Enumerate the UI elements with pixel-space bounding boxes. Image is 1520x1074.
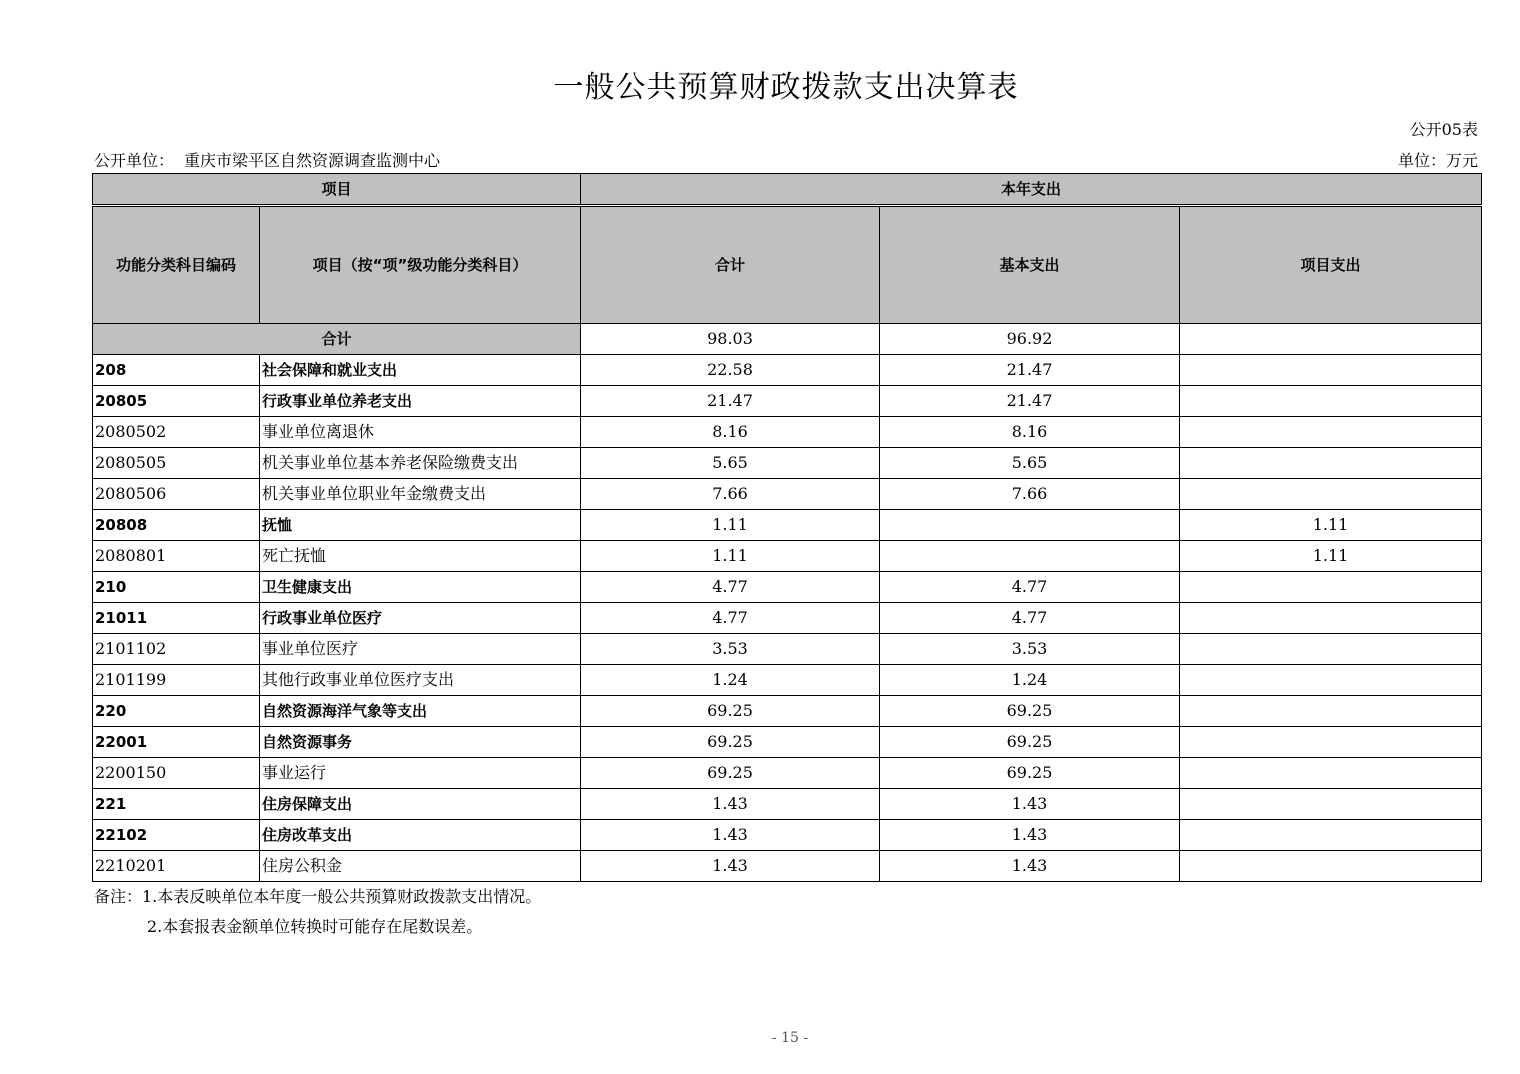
row-code: 21011	[93, 603, 260, 634]
row-total: 1.43	[581, 789, 880, 820]
row-name: 事业运行	[260, 758, 581, 789]
row-basic: 1.24	[880, 665, 1180, 696]
row-name: 抚恤	[260, 510, 581, 541]
table-row	[93, 789, 1482, 820]
notes	[94, 882, 541, 942]
header-name: 项目（按“项”级功能分类科目）	[260, 206, 581, 324]
row-basic: 69.25	[880, 758, 1180, 789]
row-project	[1180, 727, 1482, 758]
table-row	[93, 665, 1482, 696]
row-project	[1180, 572, 1482, 603]
row-total: 22.58	[581, 355, 880, 386]
total-row	[93, 324, 1482, 355]
unit-label: 公开单位：	[94, 151, 175, 170]
currency-unit: 单位：万元	[1397, 151, 1478, 170]
row-basic: 7.66	[880, 479, 1180, 510]
table-body	[93, 355, 1482, 882]
page-number: - 15 -	[771, 1030, 809, 1046]
table-row	[93, 851, 1482, 882]
row-project: 1.11	[1180, 510, 1482, 541]
total-project	[1180, 324, 1482, 355]
header-item: 项目	[93, 174, 581, 206]
row-basic: 1.43	[880, 789, 1180, 820]
header-code: 功能分类科目编码	[93, 206, 260, 324]
header-basic: 基本支出	[880, 206, 1180, 324]
table-row	[93, 510, 1482, 541]
row-total: 69.25	[581, 727, 880, 758]
row-project	[1180, 851, 1482, 882]
row-total: 21.47	[581, 386, 880, 417]
row-project	[1180, 417, 1482, 448]
row-name: 住房公积金	[260, 851, 581, 882]
row-project: 1.11	[1180, 541, 1482, 572]
row-name: 行政事业单位医疗	[260, 603, 581, 634]
row-basic: 69.25	[880, 727, 1180, 758]
row-name: 社会保障和就业支出	[260, 355, 581, 386]
row-basic: 3.53	[880, 634, 1180, 665]
row-project	[1180, 820, 1482, 851]
row-basic: 21.47	[880, 355, 1180, 386]
header-year-expense: 本年支出	[581, 174, 1482, 206]
row-basic: 4.77	[880, 572, 1180, 603]
row-basic: 5.65	[880, 448, 1180, 479]
form-code: 公开05表	[1409, 120, 1478, 139]
table-row	[93, 696, 1482, 727]
row-name: 事业单位医疗	[260, 634, 581, 665]
expenditure-table	[92, 173, 1482, 882]
row-code: 208	[93, 355, 260, 386]
header-project: 项目支出	[1180, 206, 1482, 324]
row-name: 住房保障支出	[260, 789, 581, 820]
row-total: 5.65	[581, 448, 880, 479]
row-code: 22102	[93, 820, 260, 851]
row-total: 4.77	[581, 603, 880, 634]
row-code: 22001	[93, 727, 260, 758]
row-basic: 1.43	[880, 820, 1180, 851]
row-name: 自然资源事务	[260, 727, 581, 758]
row-code: 2080801	[93, 541, 260, 572]
row-code: 20805	[93, 386, 260, 417]
row-name: 事业单位离退休	[260, 417, 581, 448]
row-total: 69.25	[581, 696, 880, 727]
table-row	[93, 572, 1482, 603]
row-project	[1180, 789, 1482, 820]
row-project	[1180, 696, 1482, 727]
table-row	[93, 603, 1482, 634]
table-row	[93, 479, 1482, 510]
total-label: 合计	[93, 324, 581, 355]
row-basic	[880, 541, 1180, 572]
row-name: 死亡抚恤	[260, 541, 581, 572]
reporting-unit	[94, 148, 440, 171]
row-name: 卫生健康支出	[260, 572, 581, 603]
row-total: 4.77	[581, 572, 880, 603]
row-basic	[880, 510, 1180, 541]
table-row	[93, 386, 1482, 417]
unit-name: 重庆市梁平区自然资源调查监测中心	[184, 151, 441, 170]
row-name: 行政事业单位养老支出	[260, 386, 581, 417]
row-total: 3.53	[581, 634, 880, 665]
row-total: 1.11	[581, 510, 880, 541]
note-line-2: 2.本套报表金额单位转换时可能存在尾数误差。	[147, 917, 483, 936]
row-code: 2080502	[93, 417, 260, 448]
header-row-bottom	[93, 206, 1482, 324]
row-total: 1.11	[581, 541, 880, 572]
table-row	[93, 820, 1482, 851]
row-code: 221	[93, 789, 260, 820]
row-project	[1180, 479, 1482, 510]
row-basic: 69.25	[880, 696, 1180, 727]
row-code: 2101102	[93, 634, 260, 665]
table-row	[93, 355, 1482, 386]
table-row	[93, 541, 1482, 572]
row-total: 1.43	[581, 820, 880, 851]
header-total: 合计	[581, 206, 880, 324]
row-basic: 21.47	[880, 386, 1180, 417]
row-name: 机关事业单位基本养老保险缴费支出	[260, 448, 581, 479]
row-code: 2210201	[93, 851, 260, 882]
row-basic: 8.16	[880, 417, 1180, 448]
row-code: 2080506	[93, 479, 260, 510]
note-line-1: 备注：1.本表反映单位本年度一般公共预算财政拨款支出情况。	[94, 887, 542, 906]
row-project	[1180, 355, 1482, 386]
row-code: 2080505	[93, 448, 260, 479]
table-row	[93, 448, 1482, 479]
table-row	[93, 634, 1482, 665]
row-basic: 4.77	[880, 603, 1180, 634]
table-row	[93, 417, 1482, 448]
row-project	[1180, 448, 1482, 479]
row-code: 210	[93, 572, 260, 603]
row-name: 其他行政事业单位医疗支出	[260, 665, 581, 696]
row-total: 1.43	[581, 851, 880, 882]
row-code: 2101199	[93, 665, 260, 696]
row-name: 机关事业单位职业年金缴费支出	[260, 479, 581, 510]
page-title: 一般公共预算财政拨款支出决算表	[553, 70, 1019, 105]
row-code: 2200150	[93, 758, 260, 789]
row-project	[1180, 665, 1482, 696]
row-code: 20808	[93, 510, 260, 541]
row-project	[1180, 386, 1482, 417]
row-total: 8.16	[581, 417, 880, 448]
total-total: 98.03	[581, 324, 880, 355]
table-row	[93, 758, 1482, 789]
total-basic: 96.92	[880, 324, 1180, 355]
table-row	[93, 727, 1482, 758]
row-project	[1180, 634, 1482, 665]
row-name: 住房改革支出	[260, 820, 581, 851]
row-name: 自然资源海洋气象等支出	[260, 696, 581, 727]
row-code: 220	[93, 696, 260, 727]
row-project	[1180, 603, 1482, 634]
header-row-top	[93, 174, 1482, 206]
row-basic: 1.43	[880, 851, 1180, 882]
row-project	[1180, 758, 1482, 789]
row-total: 7.66	[581, 479, 880, 510]
row-total: 1.24	[581, 665, 880, 696]
row-total: 69.25	[581, 758, 880, 789]
